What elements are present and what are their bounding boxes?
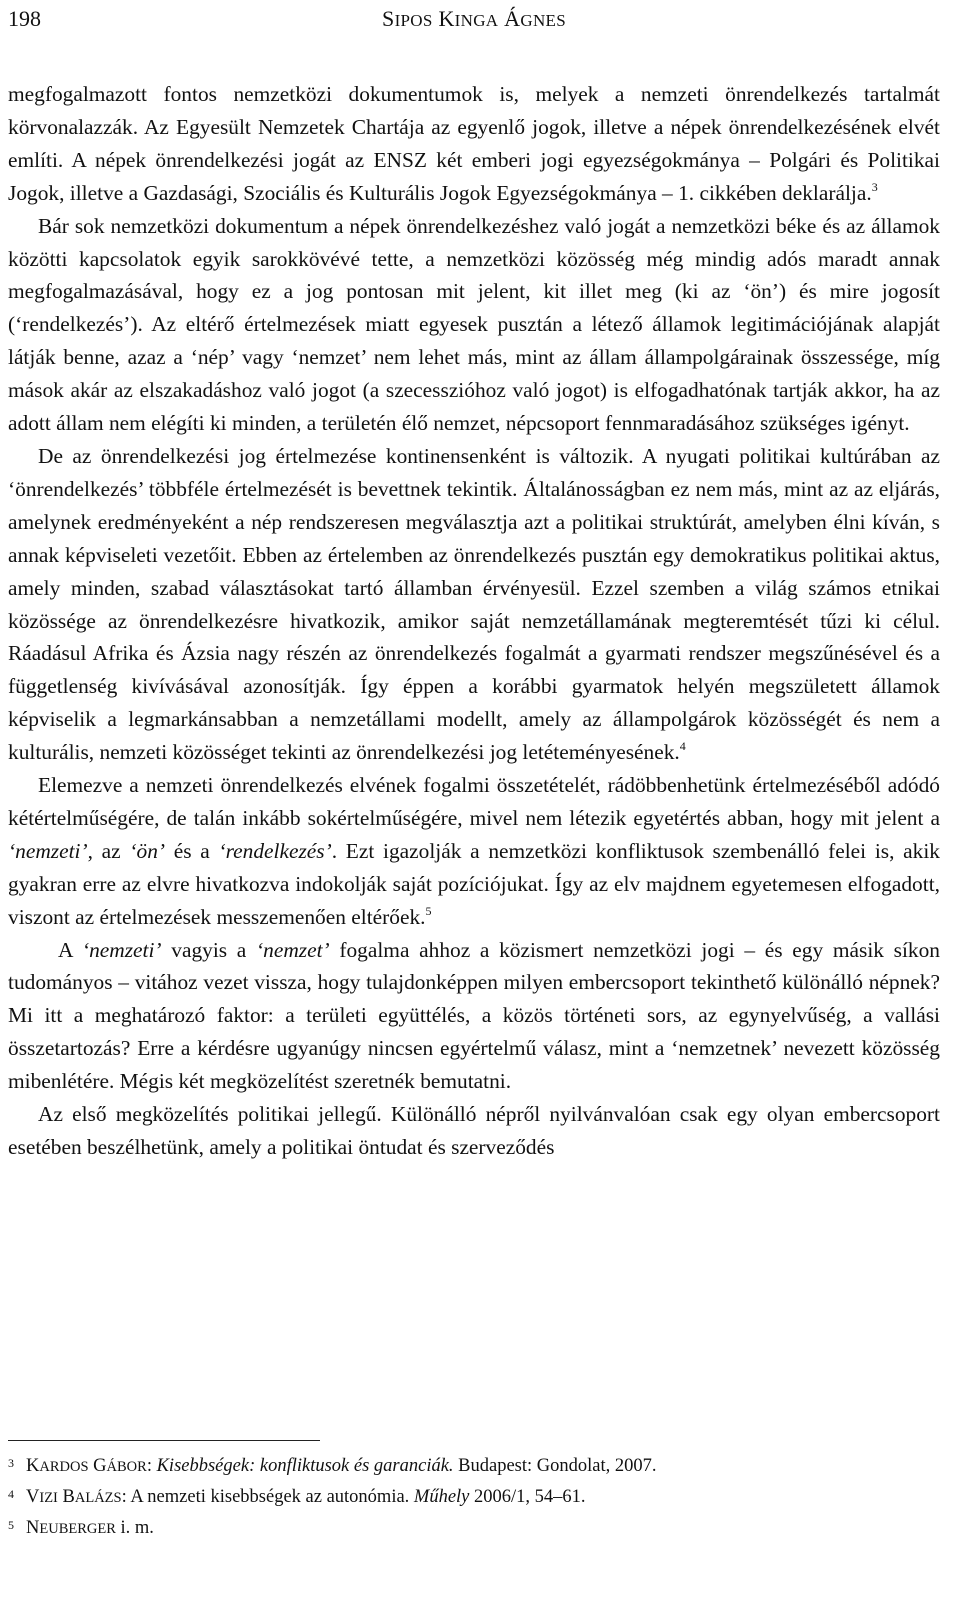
paragraph-text: fogalma ahhoz a közismert nemzetközi jogi – és egy másik síkon tudományos – vitához vezet vissza, hogy tulajdonképpen milyen embercsoport tekinthető különálló népnek? Mi itt a meghatározó faktor: a területi együttélés, a közös történeti sors, az egynyelvűség, a vallási összetartozás? Erre a kérdésre ugyanúgy nincsen egyértelmű válasz, mint a ‘nemzetnek’ nevezett közösség mibenlétére. Mégis két megközelítést szeretnék bemutatni. [8, 937, 940, 1094]
author-smallcaps: ARDOS [39, 1459, 89, 1475]
author-smallcaps: ALÁZS [74, 1490, 122, 1506]
author-initial: K [26, 1456, 40, 1476]
running-head-letter: Á [504, 6, 521, 31]
paragraph-5 [8, 934, 940, 1099]
footnote-title: Kisebbségek: konfliktusok és garanciák. [156, 1456, 454, 1476]
page-number: 198 [8, 6, 41, 31]
author-smallcaps: IZI [39, 1490, 58, 1506]
paragraph-1 [8, 78, 940, 210]
footnote-text: Budapest: Gondolat, 2007. [453, 1456, 657, 1476]
author-initial: G [93, 1456, 107, 1476]
paragraph-3 [8, 440, 940, 769]
author-initial: B [62, 1487, 75, 1507]
italic-term: ‘rendelkezés’ [218, 838, 332, 863]
footnote-3: 3 KARDOS GÁBOR: Kisebbségek: konfliktusok és garanciák. Budapest: Gondolat, 2007. [8, 1456, 657, 1476]
footnote-text: 2006/1, 54–61. [469, 1487, 586, 1507]
paragraph-text: . Ezt igazolják a nemzetközi konfliktusok szembenálló felei is, akik gyakran erre az elvre hivatkozva indokolják saját pozíciójukat. Így az elv majdnem egyetemesen elfogadott, viszont az értelmezések messzemenően eltérőek. [8, 838, 940, 929]
running-head-smallcaps: IPOS [394, 11, 433, 30]
running-head-smallcaps: GNES [520, 11, 566, 30]
footnote-5: 5 NEUBERGER i. m. [8, 1518, 154, 1538]
footnote-4: 4 VIZI BALÁZS: A nemzeti kisebbségek az autonómia. Műhely 2006/1, 54–61. [8, 1487, 586, 1507]
paragraph-2 [8, 210, 940, 440]
paragraph-text: megfogalmazott fontos nemzetközi dokumentumok is, melyek a nemzeti önrendelkezés tartalmát körvonalazzák. Az Egyesült Nemzetek Chartája az egyenlő jogok, illetve a népek önrendelkezésének elvét említi. A népek önrendelkezési jogát az ENSZ két emberi jogi egyezségokmánya – Polgári és Politikai Jogok, illetve a Gazdasági, Szociális és Kulturális Jogok Egyezségokmánya – 1. cikkében deklarálja. [8, 82, 940, 205]
paragraph-text: , az [87, 838, 130, 863]
document-page [8, 0, 940, 1602]
footnote-ref[interactable]: 4 [679, 739, 686, 754]
paragraph-text: Az első megközelítés politikai jellegű. Különálló népről nyilvánvalóan csak egy olyan embercsoport esetében beszélhetünk, amely a politikai öntudat és szerveződés [8, 1102, 940, 1159]
paragraph-text: De az önrendelkezési jog értelmezése kontinensenként is változik. A nyugati politikai kultúrában az ‘önrendelkezés’ többféle értelmezését is bevettnek tekintik. Általánosságban ez nem más, mint az az eljárás, amelynek eredményeként a nép rendszeresen megválasztja azt a politikai struktúrát, amelyben élni kíván, s annak képviseleti vezetőit. Ebben az értelemben az önrendelkezés pusztán egy demokratikus politikai aktus, amely minden, szabad választásokat tartó államban érvényesül. Ezzel szemben a világ számos etnikai közössége az önrendelkezésre hivatkozik, amikor saját nemzetállamának megteremtését tűzi ki célul. Ráadásul Afrika és Ázsia nagy részén az önrendelkezés fogalmát a gyarmati rendszer megszűnésével és a függetlenség kivívásával azonosítják. Így éppen a korábbi gyarmatok helyén megszületett államok képviselik a legmarkánsabban a nemzetállami modellt, amely az állampolgárok közösségét és nem a kulturális, nemzeti közösséget tekinti az önrendelkezési jog letéteményesének. [8, 443, 940, 765]
italic-term: ‘nemzet’ [256, 937, 330, 962]
author-smallcaps: ÁBOR [106, 1459, 147, 1475]
punctuation: : [146, 1456, 152, 1476]
paragraph-4 [8, 769, 940, 934]
paragraph-text: A [58, 937, 82, 962]
body-text [8, 78, 940, 1164]
running-head-letter: S [382, 6, 395, 31]
footnote-text: : A nemzeti kisebbségek az autonómia. [121, 1487, 414, 1507]
paragraph-text: és a [165, 838, 219, 863]
footnotes [8, 1451, 940, 1544]
italic-term: ‘nemzeti’ [81, 937, 162, 962]
running-head-author [8, 6, 940, 32]
author-initial: V [26, 1487, 40, 1507]
paragraph-text: Bár sok nemzetközi dokumentum a népek önrendelkezéshez való jogát a nemzetközi béke és az államok közötti kapcsolatok egyik sarokkövévé tette, a nemzetközi közösség még mindig adós maradt annak megfogalmazásával, hogy ez a jog pontosan mit jelent, kit illet meg (ki az ‘ön’) és mire jogosít (‘rendelkezés’). Az eltérő értelmezések miatt egyesek pusztán a létező államok legitimációjának alapját látják benne, azaz a ‘nép’ vagy ‘nemzet’ nem lehet más, mint az állam állampolgárainak összessége, míg mások akár az elszakadáshoz való jogot (a szecesszióhoz való jogot) is elfogadhatónak tartják akkor, ha az adott állam nem elégíti ki minden, a területén élő nemzet, népcsoport fennmaradásához szükséges igényt. [8, 213, 940, 436]
page-header [8, 6, 940, 36]
italic-term: ‘ön’ [129, 838, 166, 863]
footnote-journal: Műhely [413, 1487, 470, 1507]
paragraph-text: vagyis a [161, 937, 256, 962]
paragraph-6 [8, 1098, 940, 1164]
footnote-text: i. m. [115, 1518, 154, 1538]
italic-term: ‘nemzeti’ [8, 838, 88, 863]
author-smallcaps: EUBERGER [39, 1521, 116, 1537]
author-initial: N [26, 1518, 40, 1538]
footnote-ref[interactable]: 5 [425, 903, 432, 918]
footnote-ref[interactable]: 3 [871, 179, 878, 194]
running-head-smallcaps: INGA [454, 11, 499, 30]
footnote-divider [8, 1440, 320, 1441]
running-head-letter: K [438, 6, 455, 31]
paragraph-text: Elemezve a nemzeti önrendelkezés elvének fogalmi összetételét, rádöbbenhetünk értelmezéséből adódó kétértelműségére, de talán inkább sokértelműségére, mivel nem létezik egyetértés abban, hogy mit jelent a [8, 773, 940, 830]
